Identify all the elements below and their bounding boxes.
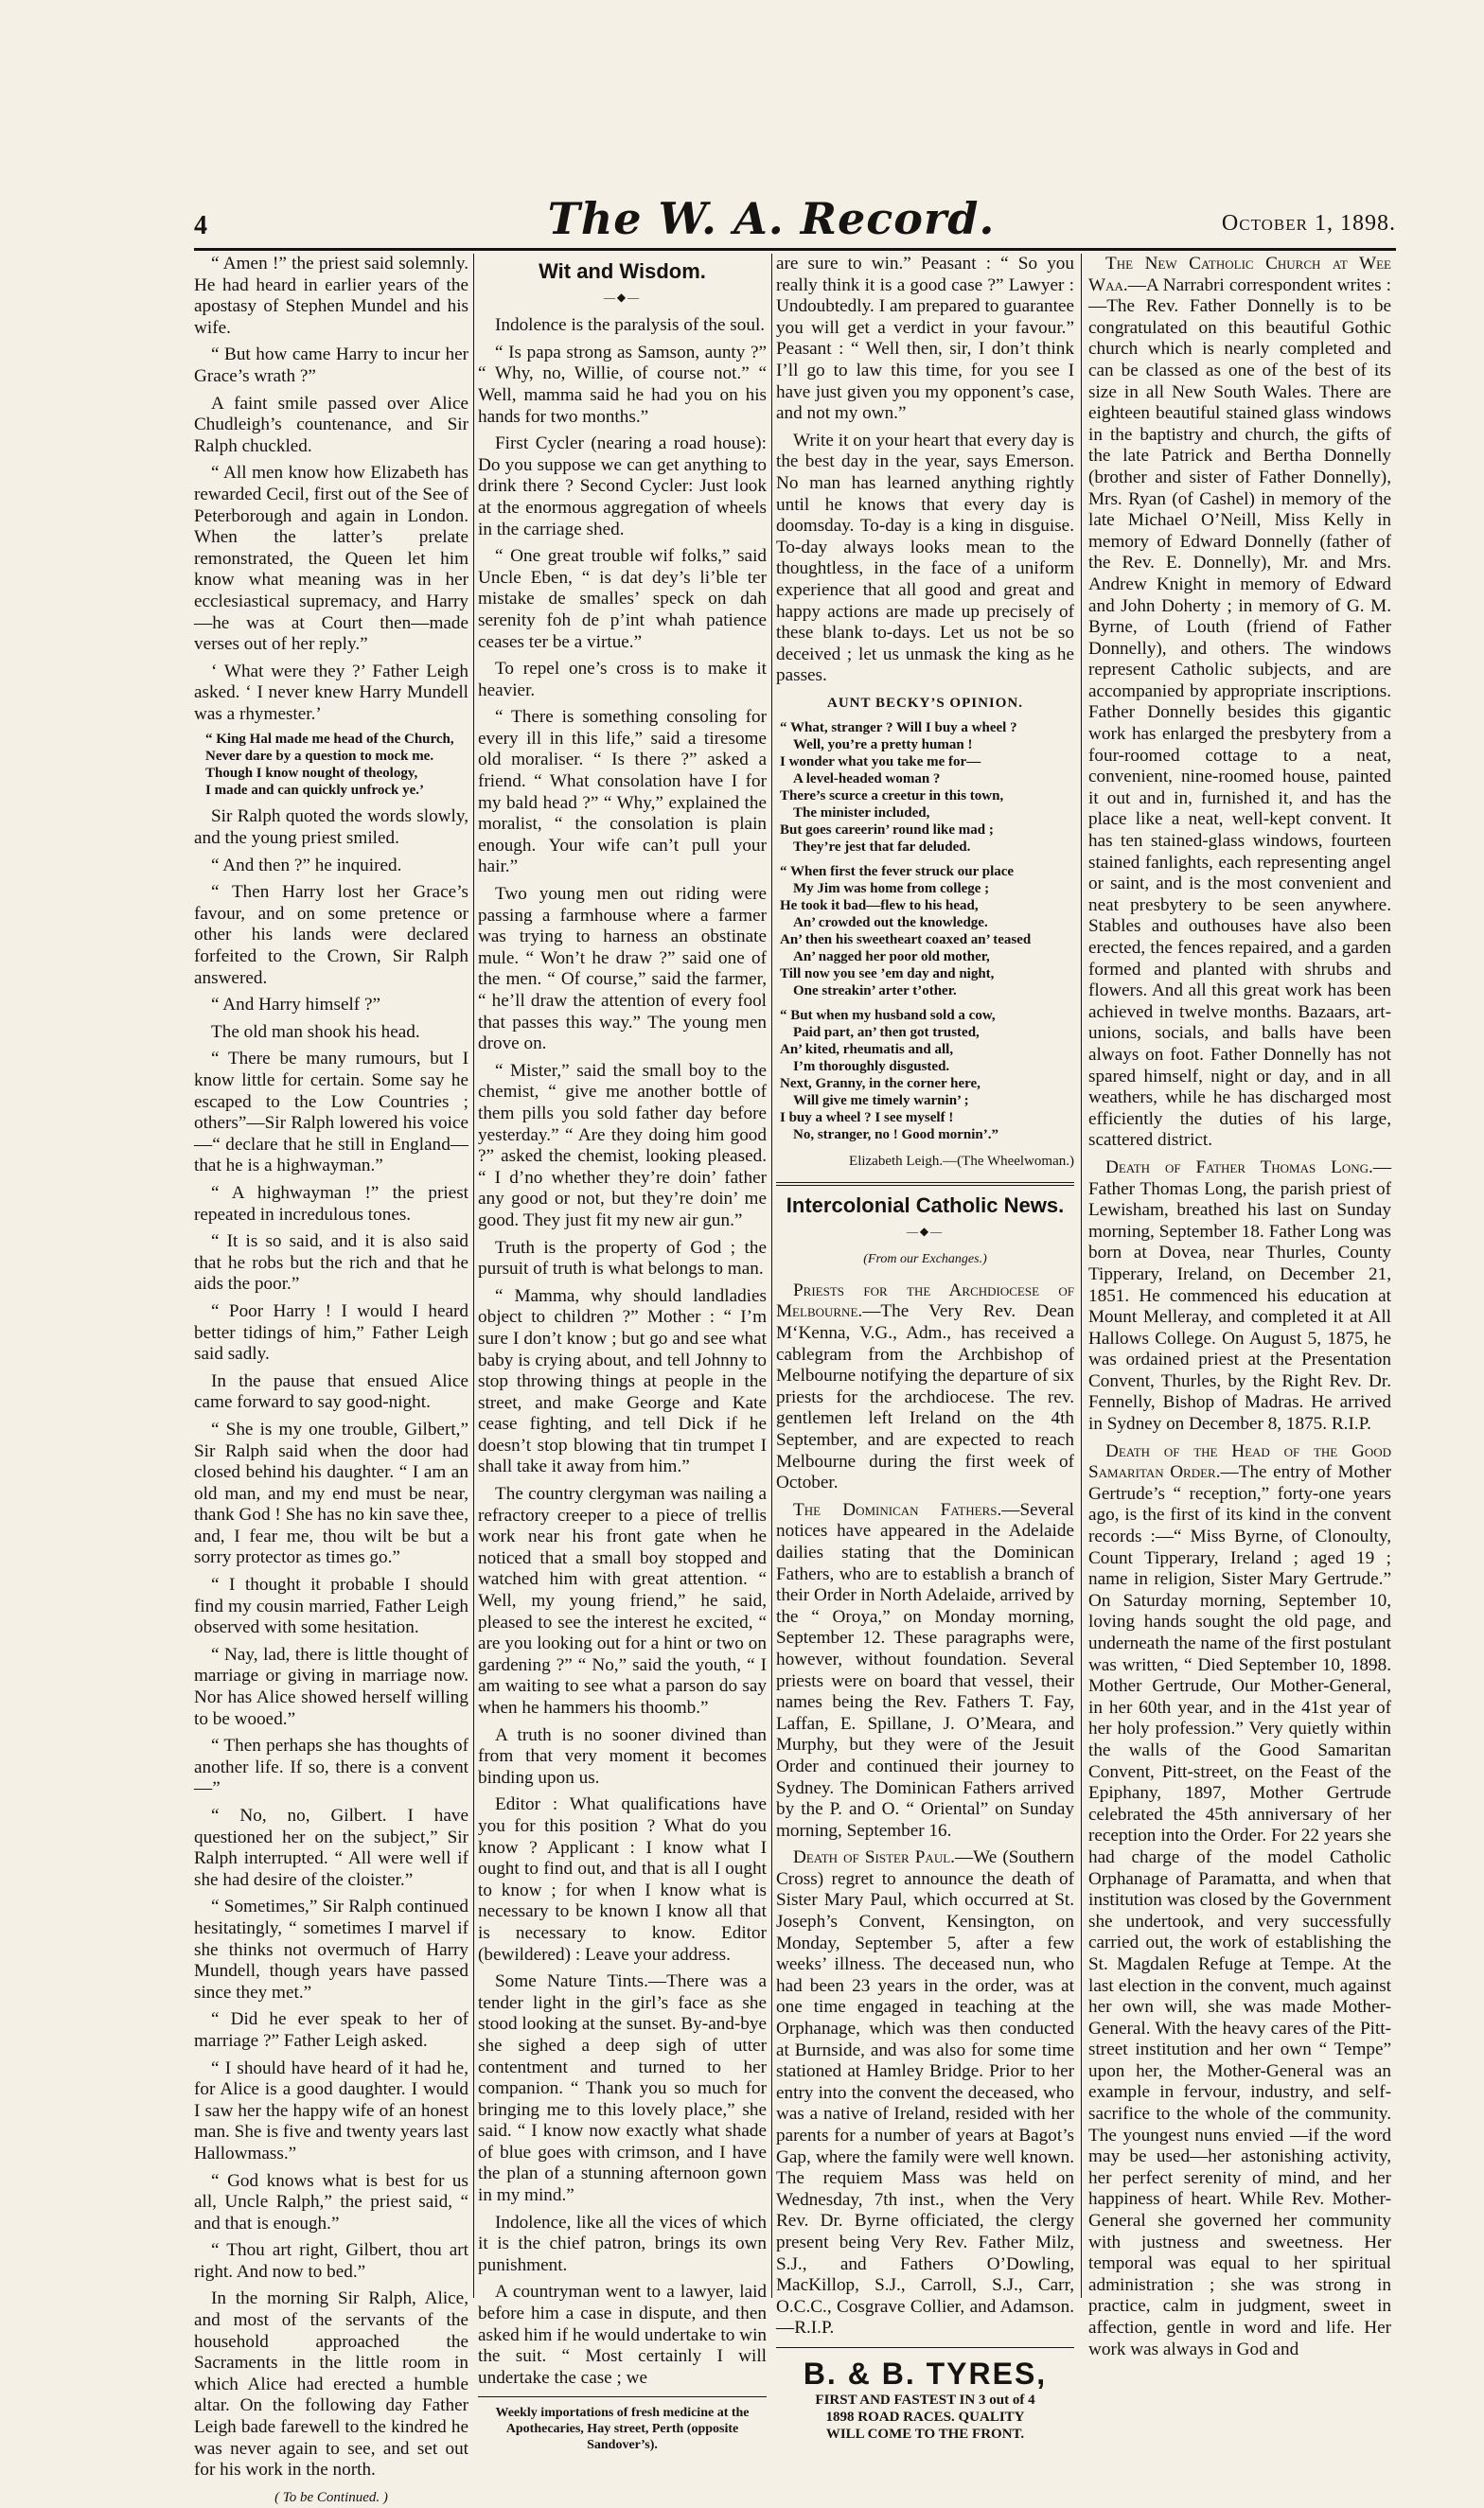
poem-line: “ But when my husband sold a cow,: [780, 1008, 996, 1024]
story-paragraph: “ But how came Harry to incur her Grace’s wrath ?”: [194, 344, 468, 386]
joke-paragraph: “ Is papa strong as Samson, aunty ?” “ Why, no, Willie, of course not.” “ Well, mamma said he had you on his hands for two months.”: [478, 342, 767, 427]
story-paragraph: In the pause that ensued Alice came forward to say good-night.: [194, 1370, 468, 1413]
news-text: —Several notices have appeared in the Adelaide dailies stating that the Dominican Fathers, who are to establish a branch of their Order in North Adelaide, arrived by the “ Oroya,” on Monday morning, September 12. These paragraphs were, however, without foundation. Several priests were on board that vessel, their names being the Rev. Fathers T. Fay, Laffan, E. Spillane, J. O’Meara, and Murphy, but they were of the Jesuit Order and continued their journey to Sydney. The Dominican Fathers arrived by the P. and O. “ Oriental” on Sunday morning, September 16.: [776, 1499, 1074, 1841]
poem-line: The minister included,: [793, 805, 930, 821]
story-paragraph: “ It is so said, and it is also said that he robs but the rich and that he aids the poor.”: [194, 1231, 468, 1295]
poem-line: An’ nagged her poor old mother,: [793, 949, 990, 965]
poem-signature: Elizabeth Leigh.—(The Wheelwoman.): [849, 1154, 1074, 1170]
column-serial-story: [194, 254, 468, 2505]
poem-line: “ When first the fever struck our place: [780, 864, 1015, 880]
page-number: 4: [194, 211, 207, 240]
joke-paragraph: are sure to win.” Peasant : “ So you really think it is a good case ?” Lawyer : Undoubtedly. I am prepared to guarantee you will get a verdict in your favour.” Peasant : “ Well then, sir, I don’t think I’ll go to law this time, for you see I have just given you my opponent’s case, and not my own.”: [776, 254, 1074, 424]
poem-line: Well, you’re a pretty human !: [793, 737, 973, 753]
story-paragraph: “ Sometimes,” Sir Ralph continued hesitatingly, “ sometimes I marvel if she thinks not overmuch of Harry Mundell, though years have passed since they met.”: [194, 1897, 468, 2003]
column-catholic-news: [1088, 254, 1391, 2359]
joke-paragraph: Indolence, like all the vices of which it is the chief patron, brings its own punishment.: [478, 2212, 767, 2275]
news-item: [1088, 254, 1391, 1152]
ad-line: WILL COME TO THE FRONT.: [825, 2426, 1025, 2442]
poem-title: AUNT BECKY’S OPINION.: [827, 695, 1023, 711]
news-item: [776, 1500, 1074, 1843]
news-item: [776, 1847, 1074, 2340]
divider: [478, 2396, 767, 2397]
news-lead: Death of Father Thomas Long.: [1105, 1157, 1373, 1177]
story-paragraph: “ Amen !” the priest said solemnly. He had heard in earlier years of the apostasy of Stephen Mundel and his wife.: [194, 254, 468, 338]
poem: [780, 719, 1074, 1143]
news-item: [1088, 1157, 1391, 1436]
verse-line: “ King Hal made me head of the Church,: [205, 732, 454, 748]
story-paragraph: The old man shook his head.: [211, 1021, 420, 1042]
ornament-divider: —◆—: [906, 1224, 945, 1238]
header-rule: [194, 248, 1396, 251]
story-paragraph: “ I thought it probable I should find my cousin married, Father Leigh observed with some hesitation.: [194, 1575, 468, 1638]
verse-line: Never dare by a question to mock me.: [205, 749, 434, 765]
story-paragraph: “ Then perhaps she has thoughts of another life. If so, there is a convent—”: [194, 1736, 468, 1799]
story-paragraph: “ She is my one trouble, Gilbert,” Sir Ralph said when the door had closed behind his daughter. “ I am an old man, and my end must be near, thank God ! She has no kin save thee, and, I fear me, thou wilt be but a sorry protector as times go.”: [194, 1419, 468, 1568]
joke-paragraph: Two young men out riding were passing a farmhouse where a farmer was trying to harness an obstinate mule. “ Won’t he draw ?” said one of the men. “ Of course,” said the farmer, “ he’ll draw the attention of every fool that passes this way.” The young men drove on.: [478, 884, 767, 1054]
story-paragraph: “ Poor Harry ! I would I heard better tidings of him,” Father Leigh said sadly.: [194, 1300, 468, 1365]
story-verse: [205, 731, 468, 799]
column-news: [776, 254, 1074, 2442]
divider: [776, 1182, 1074, 1186]
poem-line: An’ crowded out the knowledge.: [793, 915, 988, 931]
joke-paragraph: To repel one’s cross is to make it heavier.: [478, 659, 767, 700]
joke-paragraph: Truth is the property of God ; the pursuit of truth is what belongs to man.: [478, 1237, 767, 1280]
story-paragraph: A faint smile passed over Alice Chudleigh’s countenance, and Sir Ralph chuckled.: [194, 393, 468, 456]
story-paragraph: “ Then Harry lost her Grace’s favour, and on some pretence or other his lands were declared forfeited to the Crown, Sir Ralph answered.: [194, 882, 468, 988]
poem-line: My Jim was home from college ;: [793, 881, 990, 897]
verse-line: I made and can quickly unfrock ye.’: [205, 783, 425, 799]
news-text: —We (Southern Cross) regret to announce the death of Sister Mary Paul, which occurred at St. Joseph’s Convent, Kensington, on Monday, September 5, after a few weeks’ illness. The deceased nun, who had been 23 years in the order, was at one time engaged in teaching at the Orphanage, which was then conducted at Burnside, and was also for some time stationed at Hamley Bridge. Prior to her entry into the convent the deceased, who was a native of Ireland, resided with her parents for a number of years at Bagot’s Gap, where the family were well known. The requiem Mass was held on Wednesday, 7th inst., when the Very Rev. Dr. Byrne officiated, the clergy present being Very Rev. Father Milz, S.J., and Fathers O’Dowling, MacKillop, S.J., Carroll, S.J., Carr, O.C.C., Cosgrave Collier, and Adamson.—R.I.P.: [776, 1847, 1074, 2339]
joke-paragraph: Indolence is the paralysis of the soul.: [495, 315, 766, 336]
joke-paragraph: A truth is no sooner divined than from that very moment it becomes binding upon us.: [478, 1724, 767, 1788]
ad-line: 1898 ROAD RACES. QUALITY: [825, 2409, 1025, 2425]
news-item: [776, 1280, 1074, 1494]
joke-paragraph: “ There is something consoling for every ill in this life,” said a tiresome old moraliser. “ Is there ?” asked a friend. “ What consolation have I for my bald head ?” “ Why,” explained the moralist, “ the consolation is plain enough. Your wife can’t pull your hair.”: [478, 707, 767, 877]
story-paragraph: “ Nay, lad, there is little thought of marriage or giving in marriage now. Nor has Alice showed herself willing to be wooed.”: [194, 1644, 468, 1729]
poem-line: I wonder what you take me for—: [780, 754, 981, 770]
joke-paragraph: A countryman went to a lawyer, laid before him a case in dispute, and then asked him if he would undertake to win the suit. “ Most certainly I will undertake the case ; we: [478, 2282, 767, 2388]
section-title: Intercolonial Catholic News.: [786, 1193, 1065, 1218]
news-lead: Death of Sister Paul.: [793, 1847, 955, 1868]
story-paragraph: “ And then ?” he inquired.: [211, 855, 402, 875]
verse-line: Though I know nought of theology,: [205, 766, 418, 782]
story-paragraph: “ Thou art right, Gilbert, thou art right. And now to bed.”: [194, 2240, 468, 2282]
poem-line: One streakin’ arter t’other.: [793, 983, 957, 999]
joke-paragraph: First Cycler (nearing a road house): Do you suppose we can get anything to drink there ? Second Cycler: Just look at the enormous aggregation of wheels in the carriage shed.: [478, 433, 767, 539]
news-text: —A Narrabri correspondent writes :—The Rev. Father Donnelly is to be congratulated on this beautiful Gothic church which is nearly completed and can be classed as one of the best of its size in all New South Wales. There are eighteen beautiful stained glass windows in the baptistry and church, the gifts of the late Patrick and Bertha Donnelly (brother and sister of Father Donnelly), Mrs. Ryan (of Cashel) in memory of the late Michael O’Neill, Miss Kelly in memory of Edward Donnelly (father of the Rev. E. Donnelly), Mr. and Mrs. Andrew Knight in memory of Edward and John Doherty ; in memory of G. M. Byrne, of Louth (friend of Father Donnelly), and others. The windows represent Catholic subjects, and are accompanied by appropriate inscriptions. Father Donnelly besides this gigantic work has enlarged the presbytery from a four-roomed cottage to a neat, convenient, nine-roomed house, painted it out and in, furnished it, and has the place like a neat, well-kept convent. It has ten stained-glass windows, fourteen stained fanlights, each representing angel or saint, and is the most convenient and neat presbytery to be seen anywhere. Stables and outhouses have also been erected, the fences repaired, and a garden formed and planted with shrubs and flowers. And all this great work has been achieved in twelve months. Bazaars, art-unions, socials, and balls have been always on foot. Father Donnelly has not spared himself, night or day, and in all weathers, while he has discharged most efficiently the duties of his large, scattered district.: [1088, 274, 1391, 1151]
poem-line: They’re jest that far deluded.: [793, 839, 971, 856]
news-item: [1088, 1441, 1391, 2361]
news-text: —The entry of Mother Gertrude’s “ reception,” forty-one years ago, is the first of its kind in the convent records :—“ Miss Byrne, of Clonoulty, Count Tipperary, Ireland ; aged 19 ; name in religion, Sister Mary Gertrude.” On Saturday morning, September 10, loving hands sought the old page, and underneath the name of the first postulant was written, “ Died September 10, 1898. Mother Gertrude, Our Mother-General, in her 60th year, and in the 41st year of her holy profession.” Very quietly within the walls of the Good Samaritan Convent, Pitt-street, on the Feast of the Epiphany, 1897, Mother Gertrude celebrated the 45th anniversary of her reception into the Order. For 22 years she had charge of the model Catholic Orphanage of Paramatta, and when that institution was closed by the Government she undertook, and very successfully carried out, the work of establishing the St. Magdalen Refuge at Tempe. At the last election in the convent, much against her own will, she was made Mother-General. With the heavy cares of the Pitt-street institution and her own “ Tempe” upon her, the Mother-General was an example in fervour, industry, and self-sacrifice to the whole of the community. The youngest nuns envied —if the word may be used—her astonishing activity, her perfect serenity of mind, and her happiness of heart. While Rev. Mother-General she governed her community with justness and sweetness. Her temporal was equal to her spiritual administration ; she was strong in practice, calm in judgment, sweet in affection, gentle in word and life. Her work was always in God and: [1088, 1462, 1391, 2359]
joke-paragraph: “ One great trouble wif folks,” said Uncle Eben, “ is dat dey’s li’ble ter mistake de smalles’ speck on dah serenity foh de p’int whah patience ceases ter be a virtue.”: [478, 546, 767, 652]
poem-line: Paid part, an’ then got trusted,: [793, 1025, 980, 1041]
poem-line: Will give me timely warnin’ ;: [793, 1093, 969, 1109]
poem-line: An’ then his sweetheart coaxed an’ teased: [780, 932, 1032, 948]
emerson-paragraph: Write it on your heart that every day is the best day in the year, says Emerson. No man has learned anything rightly until he knows that every day is doomsday. To-day is a king in disguise. To-day always looks mean to the thoughtless, in the face of a uniform experience that all good and great and happy actions are made up precisely of these blank to-days. Let us not be so deceived ; let us unmask the king as he passes.: [776, 430, 1074, 686]
story-paragraph: “ Did he ever speak to her of marriage ?” Father Leigh asked.: [194, 2009, 468, 2051]
continued-note: ( To be Continued. ): [274, 2489, 388, 2505]
story-paragraph: “ God knows what is best for us all, Uncle Ralph,” the priest said, “ and that is enough.”: [194, 2170, 468, 2234]
story-paragraph: “ And Harry himself ?”: [211, 995, 381, 1016]
ornament-divider: —◆—: [603, 290, 642, 304]
tyres-advertisement: [776, 2356, 1074, 2443]
column-rule: [771, 254, 772, 2298]
joke-paragraph: The country clergyman was nailing a refractory creeper to a piece of trellis work near his front gate when he noticed that a small boy stopped and watched him with great attention. “ Well, my young friend,” he said, pleased to see the interest he excited, “ are you looking out for a hint or two on gardening ?” “ No,” said the youth, “ I am waiting to see what a parson do say when he hammers his thoomb.”: [478, 1484, 767, 1718]
poem-line: A level-headed woman ?: [793, 771, 941, 787]
news-text: —Father Thomas Long, the parish priest of Lewisham, breathed his last on Sunday morning, September 18. Father Long was born at Dovea, near Thurles, County Tipperary, Ireland, on December 21, 1851. He commenced his education at Mount Melleray, and completed it at All Hallows College. On August 5, 1875, he was ordained priest at the Presentation Convent, Thurles, by the Right Rev. Dr. Fennelly, Bishop of Madras. He arrived in Sydney on December 8, 1875. R.I.P.: [1088, 1157, 1391, 1435]
ad-line: FIRST AND FASTEST IN 3 out of 4: [815, 2392, 1035, 2408]
section-title: Wit and Wisdom.: [539, 259, 706, 283]
poem-line: Next, Granny, in the corner here,: [780, 1076, 980, 1092]
news-lead: Death of the Head of the Good Samaritan Order.: [1088, 1440, 1391, 1483]
divider: [776, 2347, 1074, 2348]
story-paragraph: “ I should have heard of it had he, for Alice is a good daughter. I would I saw her the happy wife of an honest man. She is five and twenty years last Hallowmass.”: [194, 2058, 468, 2164]
poem-line: No, stranger, no ! Good mornin’.”: [793, 1127, 998, 1143]
poem-line: “ What, stranger ? Will I buy a wheel ?: [780, 720, 1017, 736]
ad-title: B. & B. TYRES,: [803, 2356, 1048, 2391]
joke-paragraph: “ Mamma, why should landladies object to children ?” Mother : “ I’m sure I don’t know ; but go and see what baby is crying about, and tell Johnny to stop throwing things at people in the street, and make George and Kate cease fighting, and tell Dick if he doesn’t stop blowing that tin trumpet I shall take it away from him.”: [478, 1285, 767, 1477]
story-paragraph: “ No, no, Gilbert. I have questioned her on the subject,” Sir Ralph interrupted. “ All were well if she had desire of the cloister.”: [194, 1806, 468, 1890]
issue-date: October 1, 1898.: [1221, 211, 1396, 236]
masthead-title: The W. A. Record.: [547, 193, 996, 244]
joke-paragraph: Some Nature Tints.—There was a tender light in the girl’s face as she stood looking at the sunset. By-and-bye she sighed a deep sigh of utter contentment and turned to her companion. “ Thank you so much for bringing me to this lovely place,” she said. “ I know now exactly what shade of blue goes with crimson, and I have the plan of a stunning afternoon gown in my mind.”: [478, 1971, 767, 2206]
poem-line: I’m thoroughly disgusted.: [793, 1059, 950, 1075]
poem-line: I buy a wheel ? I see myself !: [780, 1110, 954, 1126]
story-paragraph: In the morning Sir Ralph, Alice, and most of the servants of the household approached the Sacraments in the little room in which Alice had erected a humble altar. On the following day Father Leigh bade farewell to the kindred he was never again to see, and set out for his work in the north.: [194, 2288, 468, 2481]
news-lead: The New Catholic Church at Wee Waa.: [1088, 254, 1391, 295]
section-subhead: (From our Exchanges.): [863, 1252, 987, 1267]
news-lead: Priests for the Archdiocese of Melbourne.: [776, 1280, 1074, 1322]
poem-line: There’s scurce a creetur in this town,: [780, 788, 1004, 804]
column-rule: [1081, 254, 1082, 2298]
story-paragraph: “ A highwayman !” the priest repeated in incredulous tones.: [194, 1182, 468, 1225]
poem-line: An’ kited, rheumatis and all,: [780, 1042, 954, 1058]
story-paragraph: ‘ What were they ?’ Father Leigh asked. ‘ I never knew Harry Mundell was a rhymester.’: [194, 661, 468, 724]
page-header: [194, 194, 1396, 247]
news-text: —The Very Rev. Dean M‘Kenna, V.G., Adm., has received a cablegram from the Archbishop of Melbourne notifying the departure of six priests for the archdiocese. The rev. gentlemen left Ireland on the 4th September, and are expected to reach Melbourne during the first week of October.: [776, 1301, 1074, 1493]
joke-paragraph: Editor : What qualifications have you for this position ? What do you know ? Applicant : I know what I ought to find out, and that is all I ought to know ; for when I know what is necessary to be known I know all that is necessary to know. Editor (bewildered) : Leave your address.: [478, 1794, 767, 1965]
poem-line: Till now you see ’em day and night,: [780, 966, 995, 982]
apothecary-notice: Weekly importations of fresh medicine at the Apothecaries, Hay street, Perth (opposite Sandover’s).: [495, 2406, 750, 2453]
story-paragraph: “ All men know how Elizabeth has rewarded Cecil, first out of the See of Peterborough and again in London. When the latter’s prelate remonstrated, the Queen let him know what meaning was in her ecclesiastical supremacy, and Harry—he was at Court then—made verses out of her reply.”: [194, 463, 468, 655]
joke-paragraph: “ Mister,” said the small boy to the chemist, “ give me another bottle of them pills you sold father day before yesterday.” “ Are they doing him good ?” asked the chemist, looking pleased. “ I d’no whether they’re doin’ father any good or not, but they’re doin’ me good. They just fit my new air gun.”: [478, 1060, 767, 1230]
column-wit-and-wisdom: [478, 254, 767, 2453]
poem-line: But goes careerin’ round like mad ;: [780, 822, 994, 839]
column-rule: [473, 254, 474, 2298]
story-paragraph: Sir Ralph quoted the words slowly, and the young priest smiled.: [194, 806, 468, 849]
poem-line: He took it bad—flew to his head,: [780, 898, 979, 914]
news-lead: The Dominican Fathers.: [793, 1499, 1002, 1520]
story-paragraph: “ There be many rumours, but I know little for certain. Some say he escaped to the Low Countries ; others”—Sir Ralph lowered his voice—“ declare that he still in England—that he is a highwayman.”: [194, 1049, 468, 1176]
